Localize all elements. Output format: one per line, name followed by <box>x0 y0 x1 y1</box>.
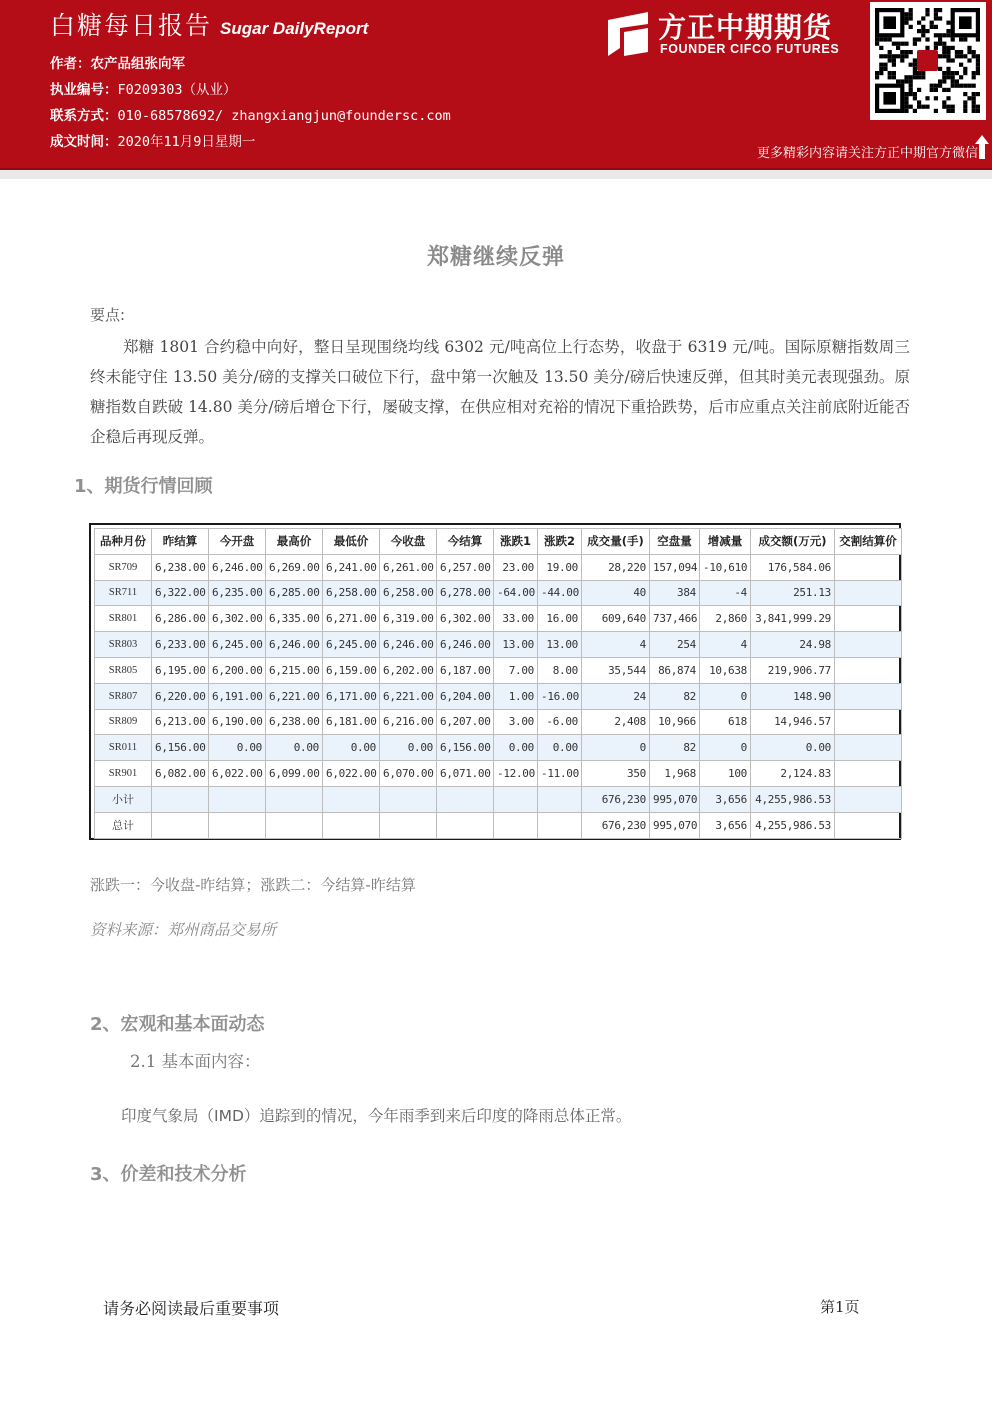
table-cell <box>835 761 902 787</box>
empty-cell <box>266 786 323 812</box>
table-cell: 219,906.77 <box>751 657 835 683</box>
table-cell: 6,215.00 <box>266 657 323 683</box>
header-cell: 增减量 <box>700 529 751 555</box>
table-cell: 6,245.00 <box>323 632 380 658</box>
table-cell: 6,257.00 <box>437 554 494 580</box>
table-cell: 6,246.00 <box>209 554 266 580</box>
table-cell: 2,860 <box>700 606 751 632</box>
table-cell <box>835 606 902 632</box>
table-cell: 995,070 <box>650 812 700 838</box>
report-title-en: Sugar DailyReport <box>220 19 369 38</box>
table-cell: 0 <box>582 735 650 761</box>
table-cell: 2,124.83 <box>751 761 835 787</box>
qr-code-icon[interactable] <box>870 2 986 120</box>
table-cell: 254 <box>650 632 700 658</box>
table-cell: 82 <box>650 735 700 761</box>
subsection-heading-fundamentals: 2.1 基本面内容： <box>130 1052 261 1071</box>
table-cell: 4,255,986.53 <box>751 786 835 812</box>
table-cell <box>835 683 902 709</box>
logo-en: FOUNDER CIFCO FUTURES <box>660 42 840 56</box>
company-logo <box>604 6 864 58</box>
table-cell: 609,640 <box>582 606 650 632</box>
header-divider <box>0 168 992 179</box>
table-cell: 40 <box>582 580 650 606</box>
key-points-paragraph: 郑糖 1801 合约稳中向好，整日呈现围绕均线 6302 元/吨高位上行态势，收盘于 6319 元/吨。国际原糖指数周三终未能守住 13.50 美分/磅的支撑关口破位下行，盘中第一次触及 13.50 美分/磅后快速反弹，但其时美元表现强劲。原糖指数自跌破 14.80 美分/磅后增仓下行，屡破支撑，在供应相对充裕的情况下重拾跌势，后市应重点关注前底附近能否企稳后再现反弹。 <box>90 338 910 446</box>
date-value: 2020年11月9日星期一 <box>117 134 256 150</box>
contract-cell: SR711 <box>95 580 152 606</box>
empty-cell <box>494 812 538 838</box>
table-cell: 3,656 <box>700 786 751 812</box>
up-arrow-icon <box>974 134 990 160</box>
table-cell: -44.00 <box>538 580 582 606</box>
header-cell: 最高价 <box>266 529 323 555</box>
table-cell <box>835 580 902 606</box>
table-cell: 6,271.00 <box>323 606 380 632</box>
table-cell: 100 <box>700 761 751 787</box>
header-cell: 今结算 <box>437 529 494 555</box>
footer-disclaimer: 请务必阅读最后重要事项 <box>103 1299 280 1318</box>
section-heading-spread: 3、价差和技术分析 <box>90 1164 247 1185</box>
table-cell: 0.00 <box>266 735 323 761</box>
table-cell: 23.00 <box>494 554 538 580</box>
header-cell: 涨跌1 <box>494 529 538 555</box>
table-cell: 6,187.00 <box>437 657 494 683</box>
table-cell: 6,286.00 <box>152 606 209 632</box>
table-cell: 6,200.00 <box>209 657 266 683</box>
license-label: 执业编号： <box>50 82 118 98</box>
table-cell: 6,261.00 <box>380 554 437 580</box>
empty-cell <box>380 786 437 812</box>
table-cell: 86,874 <box>650 657 700 683</box>
table-cell: 6,071.00 <box>437 761 494 787</box>
header-cell: 成交量(手) <box>582 529 650 555</box>
table-cell: 33.00 <box>494 606 538 632</box>
table-cell: 6,221.00 <box>380 683 437 709</box>
contact-value[interactable]: 010-68578692/ zhangxiangjun@foundersc.com <box>117 108 451 124</box>
table-cell: 1.00 <box>494 683 538 709</box>
section-heading-futures: 1、期货行情回顾 <box>74 476 213 497</box>
report-header <box>0 0 992 168</box>
header-cell: 最低价 <box>323 529 380 555</box>
contract-cell: SR809 <box>95 709 152 735</box>
empty-cell <box>437 786 494 812</box>
table-cell: 6,246.00 <box>437 632 494 658</box>
header-cell: 空盘量 <box>650 529 700 555</box>
table-cell: 6,156.00 <box>437 735 494 761</box>
table-cell: 0.00 <box>323 735 380 761</box>
futures-quote-table <box>89 523 901 840</box>
table-cell: 6,082.00 <box>152 761 209 787</box>
empty-cell <box>323 812 380 838</box>
table-cell: 148.90 <box>751 683 835 709</box>
table-cell <box>835 554 902 580</box>
table-cell <box>835 632 902 658</box>
table-cell: 6,216.00 <box>380 709 437 735</box>
table-cell: 10,966 <box>650 709 700 735</box>
table-cell: 0.00 <box>538 735 582 761</box>
table-cell: -6.00 <box>538 709 582 735</box>
contract-cell: SR801 <box>95 606 152 632</box>
table-cell: 0 <box>700 735 751 761</box>
empty-cell <box>538 812 582 838</box>
table-cell: 384 <box>650 580 700 606</box>
contract-cell: SR803 <box>95 632 152 658</box>
table-cell: 6,238.00 <box>266 709 323 735</box>
table-cell <box>835 735 902 761</box>
table-cell: 13.00 <box>494 632 538 658</box>
contract-cell: SR805 <box>95 657 152 683</box>
empty-cell <box>323 786 380 812</box>
data-source: 资料来源：郑州商品交易所 <box>90 921 277 939</box>
table-cell: 6,285.00 <box>266 580 323 606</box>
table-cell: 6,202.00 <box>380 657 437 683</box>
table-cell: 8.00 <box>538 657 582 683</box>
table-cell: 157,094 <box>650 554 700 580</box>
table-cell: 6,171.00 <box>323 683 380 709</box>
table-cell: 6,195.00 <box>152 657 209 683</box>
fundamentals-text: 印度气象局（IMD）追踪到的情况，今年雨季到来后印度的降雨总体正常。 <box>121 1107 632 1125</box>
table-cell: 0 <box>700 683 751 709</box>
table-cell: 7.00 <box>494 657 538 683</box>
table-cell: 6,246.00 <box>266 632 323 658</box>
contract-cell: SR709 <box>95 554 152 580</box>
page-number: 第1页 <box>820 1298 860 1316</box>
table-cell <box>835 709 902 735</box>
table-cell: 6,319.00 <box>380 606 437 632</box>
table-cell: 6,258.00 <box>380 580 437 606</box>
total-label: 总计 <box>95 812 152 838</box>
table-cell: 35,544 <box>582 657 650 683</box>
contact-label: 联系方式： <box>50 108 118 124</box>
table-cell: 6,099.00 <box>266 761 323 787</box>
table-cell: 3.00 <box>494 709 538 735</box>
table-cell: 6,191.00 <box>209 683 266 709</box>
table-cell: 6,258.00 <box>323 580 380 606</box>
logo-cn: 方正中期期货 <box>658 11 833 44</box>
table-cell: 737,466 <box>650 606 700 632</box>
author-value: 农产品组张向军 <box>90 56 185 72</box>
table-cell: -64.00 <box>494 580 538 606</box>
table-cell: 1,968 <box>650 761 700 787</box>
table-cell: 2,408 <box>582 709 650 735</box>
header-cell: 成交额(万元) <box>751 529 835 555</box>
table-cell: 0.00 <box>209 735 266 761</box>
total-row <box>95 812 902 838</box>
header-cell: 涨跌2 <box>538 529 582 555</box>
subtotal-label: 小计 <box>95 786 152 812</box>
table-row <box>95 632 902 658</box>
empty-cell <box>209 786 266 812</box>
table-cell: 24.98 <box>751 632 835 658</box>
table-cell: -12.00 <box>494 761 538 787</box>
table-cell: 10,638 <box>700 657 751 683</box>
empty-cell <box>152 786 209 812</box>
empty-cell <box>380 812 437 838</box>
contract-cell: SR011 <box>95 735 152 761</box>
header-cell: 昨结算 <box>152 529 209 555</box>
header-cell: 交割结算价 <box>835 529 902 555</box>
table-row <box>95 580 902 606</box>
key-points-label: 要点: <box>90 306 126 324</box>
table-cell: 3,841,999.29 <box>751 606 835 632</box>
table-cell: 6,322.00 <box>152 580 209 606</box>
table-cell: 676,230 <box>582 786 650 812</box>
table-cell: 0.00 <box>380 735 437 761</box>
empty-cell <box>835 812 902 838</box>
table-cell: 6,233.00 <box>152 632 209 658</box>
table-cell <box>835 657 902 683</box>
author-label: 作者： <box>50 56 91 72</box>
table-cell: 4 <box>582 632 650 658</box>
empty-cell <box>266 812 323 838</box>
table-cell: 6,221.00 <box>266 683 323 709</box>
table-cell: 6,246.00 <box>380 632 437 658</box>
report-title-cn: 白糖每日报告 <box>50 11 213 40</box>
table-cell: 16.00 <box>538 606 582 632</box>
table-cell: 618 <box>700 709 751 735</box>
table-cell: 6,302.00 <box>209 606 266 632</box>
table-cell: 350 <box>582 761 650 787</box>
report-title <box>50 6 368 42</box>
empty-cell <box>494 786 538 812</box>
table-cell: 13.00 <box>538 632 582 658</box>
table-cell: 6,213.00 <box>152 709 209 735</box>
table-cell: 24 <box>582 683 650 709</box>
contact-line <box>50 104 451 124</box>
table-cell: -10,610 <box>700 554 751 580</box>
table-row <box>95 735 902 761</box>
section-heading-macro: 2、宏观和基本面动态 <box>90 1014 265 1035</box>
header-cell: 今开盘 <box>209 529 266 555</box>
page-title: 郑糖继续反弹 <box>426 245 565 270</box>
table-cell: 6,207.00 <box>437 709 494 735</box>
table-cell: 6,241.00 <box>323 554 380 580</box>
table-cell: 14,946.57 <box>751 709 835 735</box>
table-cell: 6,190.00 <box>209 709 266 735</box>
date-line <box>50 130 255 150</box>
table-cell: 6,278.00 <box>437 580 494 606</box>
table-note: 涨跌一：今收盘-昨结算；涨跌二：今结算-昨结算 <box>90 876 416 894</box>
table-cell: 19.00 <box>538 554 582 580</box>
table-cell: -11.00 <box>538 761 582 787</box>
table-row <box>95 683 902 709</box>
table-row <box>95 606 902 632</box>
date-label: 成文时间： <box>50 134 118 150</box>
header-cell: 品种月份 <box>95 529 152 555</box>
table-cell: 6,022.00 <box>209 761 266 787</box>
table-cell: 995,070 <box>650 786 700 812</box>
empty-cell <box>209 812 266 838</box>
follow-wechat-text: 更多精彩内容请关注方正中期官方微信 <box>756 146 978 161</box>
table-cell: 6,238.00 <box>152 554 209 580</box>
table-header-row <box>95 529 902 555</box>
table-cell: 0.00 <box>494 735 538 761</box>
table-cell: 0.00 <box>751 735 835 761</box>
table-cell: 6,220.00 <box>152 683 209 709</box>
table-cell: 6,302.00 <box>437 606 494 632</box>
license-line <box>50 78 237 98</box>
table-cell: 28,220 <box>582 554 650 580</box>
contract-cell: SR807 <box>95 683 152 709</box>
contract-cell: SR901 <box>95 761 152 787</box>
table-cell: 676,230 <box>582 812 650 838</box>
table-cell: 251.13 <box>751 580 835 606</box>
table-row <box>95 709 902 735</box>
empty-cell <box>835 786 902 812</box>
table-cell: 3,656 <box>700 812 751 838</box>
logo-mark-icon <box>604 10 652 58</box>
table-cell: 6,245.00 <box>209 632 266 658</box>
empty-cell <box>437 812 494 838</box>
table-cell: 6,269.00 <box>266 554 323 580</box>
table-cell: -16.00 <box>538 683 582 709</box>
table-row <box>95 554 902 580</box>
header-cell: 今收盘 <box>380 529 437 555</box>
table-cell: 6,335.00 <box>266 606 323 632</box>
empty-cell <box>152 812 209 838</box>
table-cell: 6,070.00 <box>380 761 437 787</box>
subtotal-row <box>95 786 902 812</box>
license-value: F0209303（从业） <box>117 82 237 98</box>
table-cell: 6,022.00 <box>323 761 380 787</box>
author-line <box>50 52 185 72</box>
table-cell: 6,156.00 <box>152 735 209 761</box>
table-cell: 4,255,986.53 <box>751 812 835 838</box>
table-cell: -4 <box>700 580 751 606</box>
table-cell: 82 <box>650 683 700 709</box>
empty-cell <box>538 786 582 812</box>
table-row <box>95 657 902 683</box>
table-cell: 6,181.00 <box>323 709 380 735</box>
table-cell: 4 <box>700 632 751 658</box>
table-cell: 6,204.00 <box>437 683 494 709</box>
table-cell: 6,159.00 <box>323 657 380 683</box>
table-cell: 6,235.00 <box>209 580 266 606</box>
table-cell: 176,584.06 <box>751 554 835 580</box>
table-row <box>95 761 902 787</box>
